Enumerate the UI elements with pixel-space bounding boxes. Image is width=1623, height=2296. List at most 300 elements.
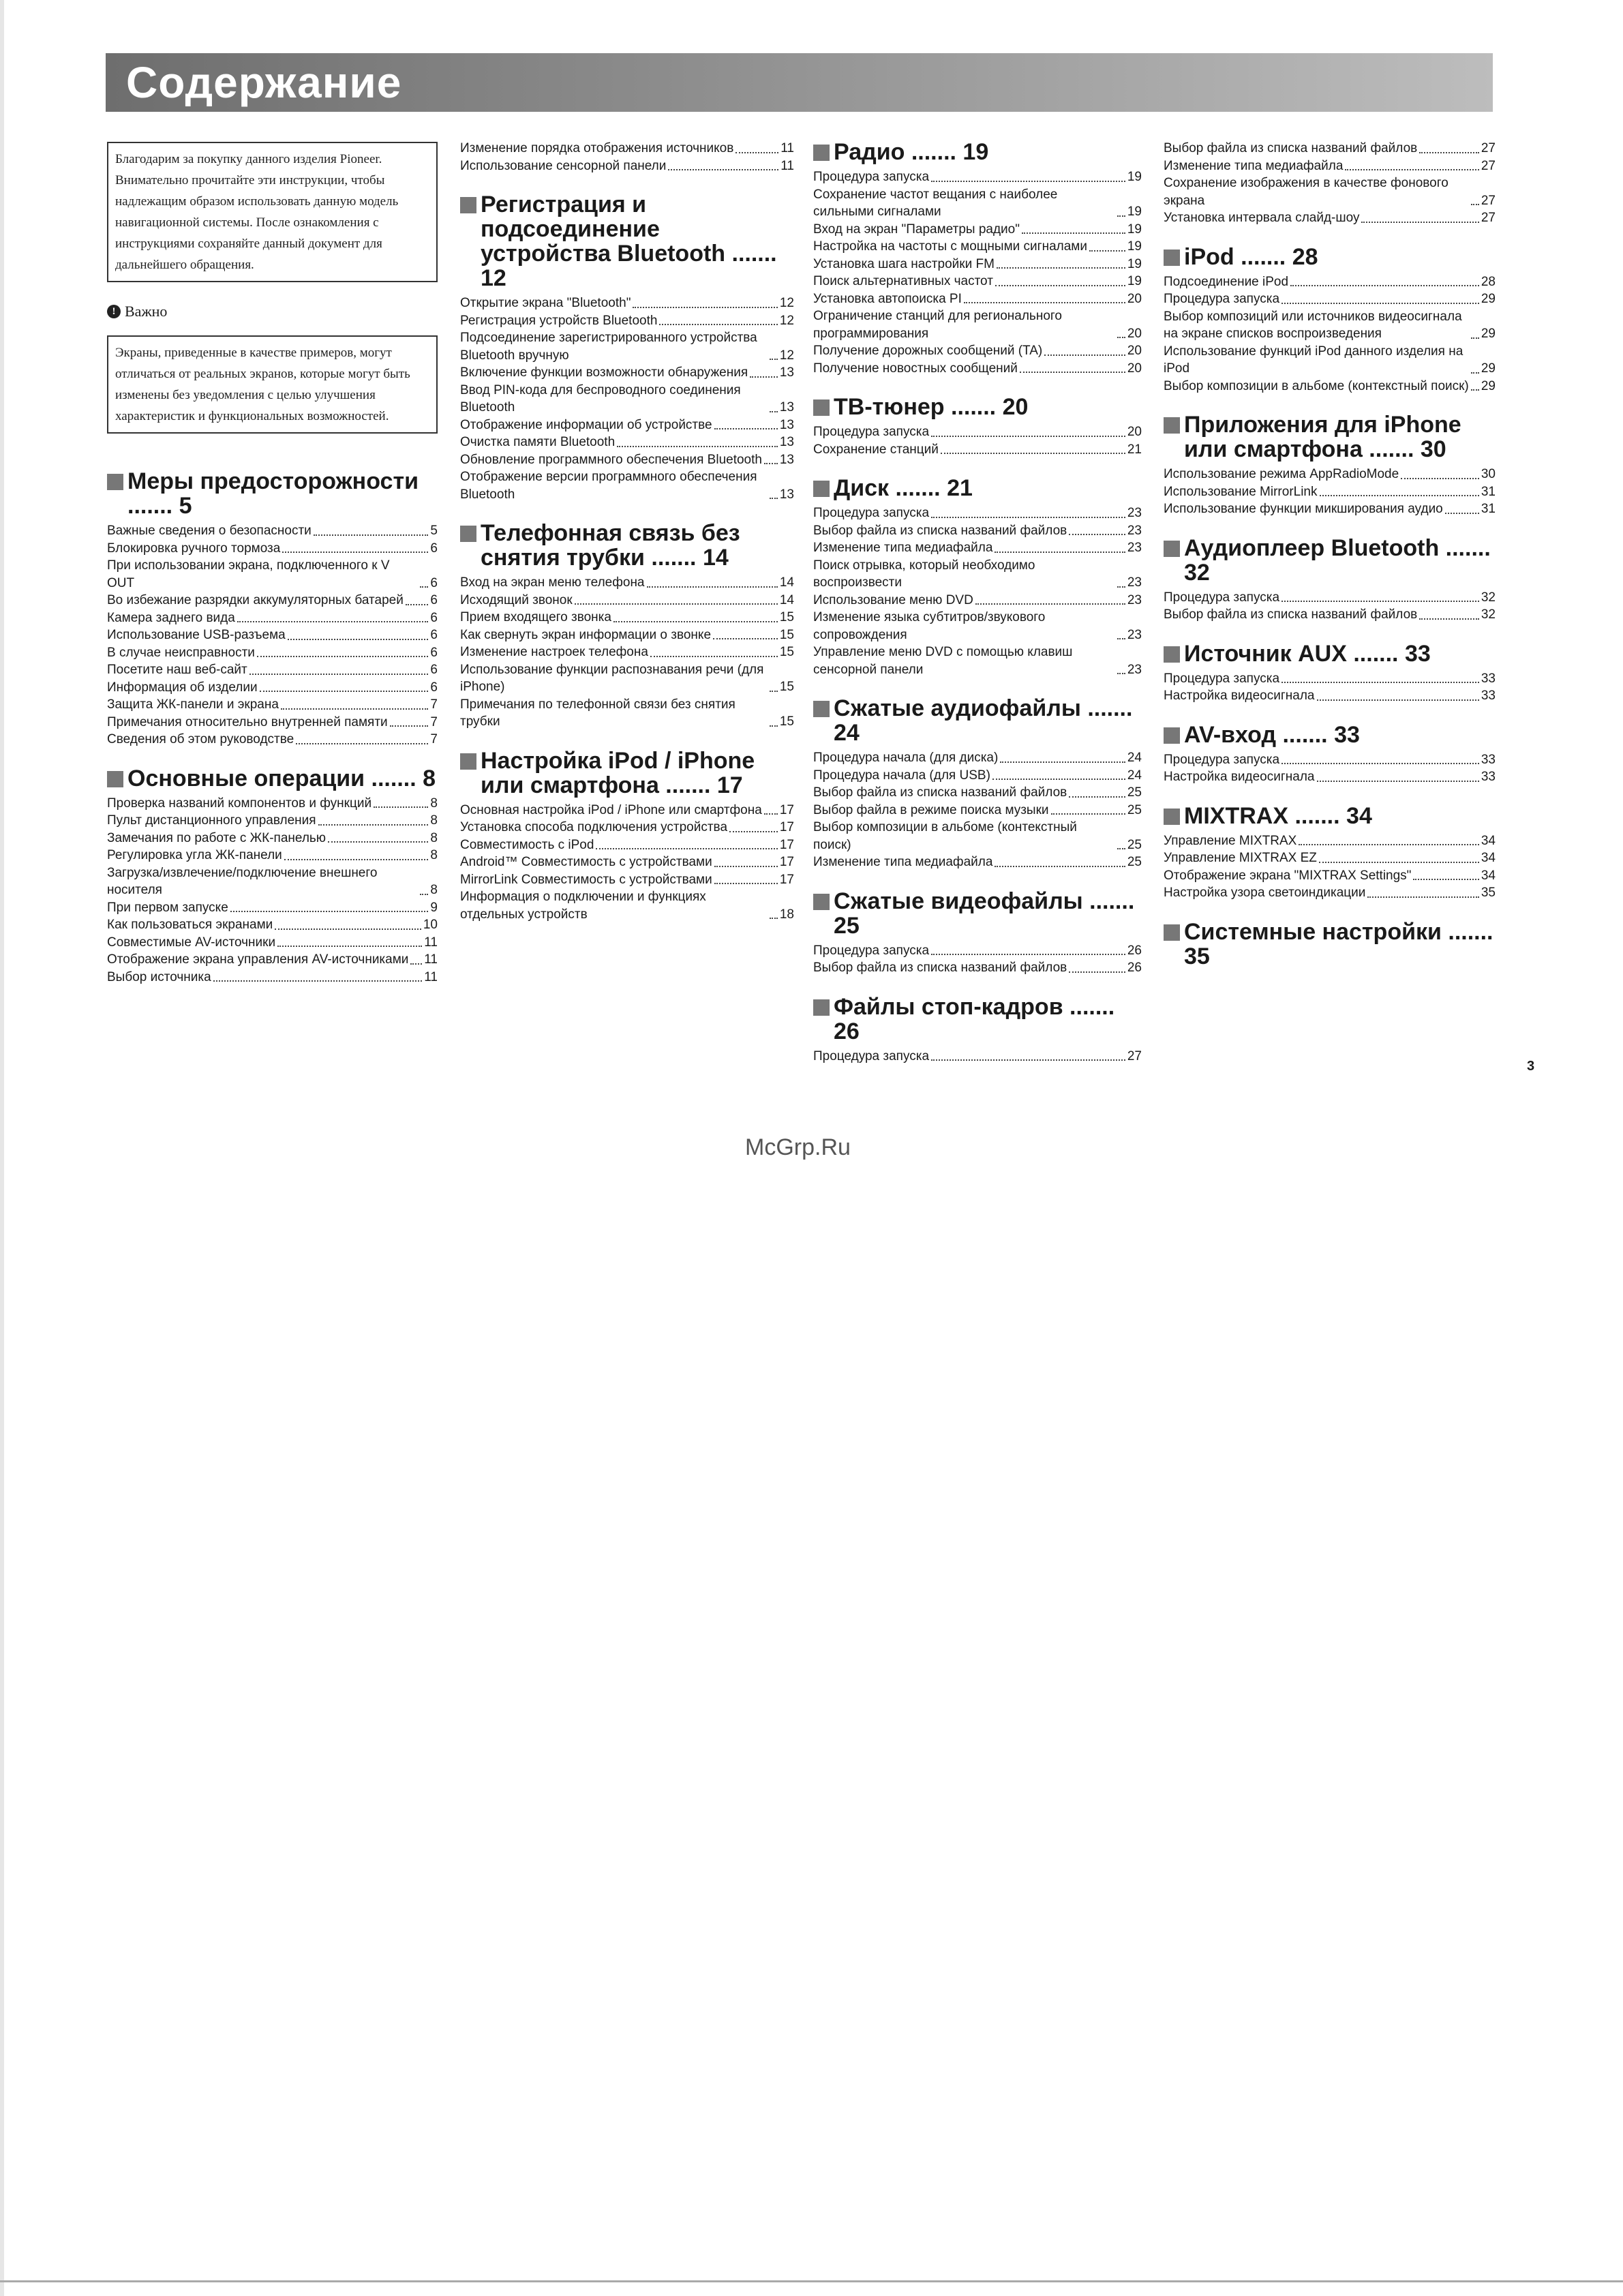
entry-leader xyxy=(713,638,778,639)
toc-entry[interactable] xyxy=(460,294,794,312)
toc-column-4 xyxy=(1164,140,1496,986)
entry-page: 24 xyxy=(1127,751,1142,765)
entry-title: Отображение версии программного обеспечения Bluetooth xyxy=(460,470,757,502)
toc-entry[interactable] xyxy=(107,557,438,592)
entry-leader xyxy=(281,708,429,710)
toc-section xyxy=(813,476,1142,678)
entry-list xyxy=(460,140,794,175)
entry-page: 8 xyxy=(430,883,438,897)
entry-leader xyxy=(1069,971,1125,973)
entry-page: 23 xyxy=(1127,662,1142,677)
toc-entry[interactable] xyxy=(107,951,438,969)
entry-page: 13 xyxy=(779,400,794,414)
toc-entry[interactable] xyxy=(813,256,1142,273)
toc-entry[interactable] xyxy=(813,854,1142,871)
section-heading[interactable] xyxy=(813,395,1142,419)
section-heading[interactable] xyxy=(813,140,1142,164)
section-heading[interactable] xyxy=(1164,723,1496,747)
toc-section xyxy=(813,696,1142,871)
entry-leader xyxy=(659,324,777,325)
toc-entry[interactable] xyxy=(813,522,1142,540)
section-heading[interactable] xyxy=(1164,920,1496,969)
section-title: Меры предосторожности xyxy=(127,468,419,494)
toc-entry[interactable] xyxy=(813,819,1142,854)
entry-title: Установка способа подключения устройства xyxy=(460,820,728,834)
toc-entry[interactable] xyxy=(460,574,794,592)
toc-entry[interactable] xyxy=(813,592,1142,609)
section-title: Регистрация и подсоединение устройства Bluetooth xyxy=(481,192,726,267)
section-title: Сжатые аудиофайлы xyxy=(834,695,1081,721)
toc-entry[interactable] xyxy=(460,871,794,889)
entry-page: 11 xyxy=(424,935,438,950)
toc-entry[interactable] xyxy=(460,329,794,364)
entry-page: 20 xyxy=(1127,326,1142,341)
entry-list xyxy=(1164,466,1496,518)
toc-entry[interactable] xyxy=(107,592,438,609)
entry-leader xyxy=(997,267,1125,269)
section-title: Диск xyxy=(834,475,890,501)
entry-page: 7 xyxy=(430,714,438,729)
entry-title: Управление MIXTRAX xyxy=(1164,833,1297,848)
entry-page: 6 xyxy=(430,541,438,556)
toc-entry[interactable] xyxy=(1164,832,1496,850)
entry-title: Использование меню DVD xyxy=(813,592,973,607)
section-title: Сжатые видеофайлы xyxy=(834,888,1083,914)
entry-leader xyxy=(275,928,421,930)
section-heading[interactable] xyxy=(813,476,1142,500)
entry-title: Включение функции возможности обнаружения xyxy=(460,365,748,380)
entry-leader xyxy=(1281,763,1479,764)
toc-entry[interactable] xyxy=(460,451,794,469)
entry-page: 13 xyxy=(779,417,794,432)
entry-title: Проверка названий компонентов и функций xyxy=(107,796,372,811)
entry-title: Выбор файла в режиме поиска музыки xyxy=(813,802,1049,817)
entry-title: Изменение настроек телефона xyxy=(460,645,648,659)
toc-section xyxy=(1164,536,1496,624)
toc-entry[interactable] xyxy=(107,626,438,644)
entry-page: 32 xyxy=(1481,590,1496,605)
toc-entry[interactable] xyxy=(107,609,438,627)
toc-entry[interactable] xyxy=(107,969,438,986)
entry-title: Использование функций iPod данного изделия на iPod xyxy=(1164,344,1463,376)
entry-leader xyxy=(420,586,428,588)
section-page: 8 xyxy=(423,765,436,791)
toc-entry[interactable] xyxy=(1164,483,1496,501)
entry-title: Настройка на частоты с мощными сигналами xyxy=(813,239,1087,254)
toc-entry[interactable] xyxy=(813,557,1142,592)
entry-page: 7 xyxy=(430,732,438,746)
entry-leader xyxy=(1117,337,1125,338)
entry-title: Сведения об этом руководстве xyxy=(107,732,294,746)
toc-entry[interactable] xyxy=(813,784,1142,802)
toc-entry[interactable] xyxy=(1164,140,1496,157)
toc-entry[interactable] xyxy=(460,468,794,503)
entry-leader xyxy=(318,824,429,826)
entry-title: Как пользоваться экранами xyxy=(107,918,273,932)
toc-entry[interactable] xyxy=(460,696,794,731)
toc-entry[interactable] xyxy=(460,644,794,661)
toc-section xyxy=(107,766,438,986)
section-bullet-icon xyxy=(813,894,830,910)
toc-entry[interactable] xyxy=(107,795,438,813)
section-dots: ....... xyxy=(1082,888,1135,914)
toc-entry[interactable] xyxy=(813,767,1142,785)
toc-section xyxy=(460,140,794,175)
entry-page: 23 xyxy=(1127,592,1142,607)
entry-page: 12 xyxy=(779,296,794,310)
entry-title: Поиск альтернативных частот xyxy=(813,274,993,288)
toc-section xyxy=(1164,412,1496,518)
toc-entry[interactable] xyxy=(107,696,438,714)
entry-leader xyxy=(931,436,1125,437)
entry-page: 12 xyxy=(779,348,794,363)
entry-page: 29 xyxy=(1481,378,1496,393)
entry-page: 5 xyxy=(430,524,438,538)
entry-page: 11 xyxy=(424,969,438,984)
entry-page: 20 xyxy=(1127,291,1142,306)
section-dots: ....... xyxy=(658,772,717,798)
toc-entry[interactable] xyxy=(1164,606,1496,624)
entry-page: 13 xyxy=(779,487,794,502)
entry-title: Вход на экран меню телефона xyxy=(460,575,645,590)
entry-page: 13 xyxy=(779,435,794,449)
section-heading[interactable] xyxy=(460,749,794,798)
toc-entry[interactable] xyxy=(813,504,1142,522)
entry-leader xyxy=(575,603,778,605)
entry-leader xyxy=(1051,813,1125,815)
toc-entry[interactable] xyxy=(107,679,438,697)
section-dots: ....... xyxy=(1080,695,1133,721)
section-title: Приложения для iPhone или смартфона xyxy=(1184,412,1461,462)
toc-entry[interactable] xyxy=(107,864,438,899)
section-dots: ....... xyxy=(725,241,777,267)
entry-title: Настройка узора светоиндикации xyxy=(1164,886,1366,900)
toc-entry[interactable] xyxy=(460,417,794,434)
important-notice: Экраны, приведенные в качестве примеров, могут отличаться от реальных экранов, которые могут быть изменены без уведомления с целью улучшения характеристик и функциональных возможностей. xyxy=(107,335,438,434)
entry-list xyxy=(813,504,1142,678)
entry-page: 20 xyxy=(1127,344,1142,358)
toc-entry[interactable] xyxy=(813,186,1142,221)
entry-leader xyxy=(770,691,778,692)
entry-title: Подсоединение iPod xyxy=(1164,274,1289,289)
section-heading[interactable] xyxy=(460,192,794,290)
section-heading[interactable] xyxy=(813,889,1142,938)
toc-entry[interactable] xyxy=(460,802,794,819)
scan-edge xyxy=(0,0,4,2296)
entry-title: Блокировка ручного тормоза xyxy=(107,541,281,556)
entry-title: Использование USB-разъема xyxy=(107,628,286,642)
entry-page: 23 xyxy=(1127,627,1142,642)
toc-section xyxy=(813,995,1142,1066)
toc-entry[interactable] xyxy=(107,714,438,731)
section-title: Аудиоплеер Bluetooth xyxy=(1184,534,1440,561)
entry-leader xyxy=(770,918,778,919)
entry-leader xyxy=(931,517,1125,518)
entry-leader xyxy=(1317,699,1479,701)
section-page: 19 xyxy=(962,139,989,165)
entry-title: Регулировка угла ЖК-панели xyxy=(107,848,282,862)
toc-entry[interactable] xyxy=(1164,378,1496,395)
entry-title: Во избежание разрядки аккумуляторных батарей xyxy=(107,593,404,607)
entry-leader xyxy=(1069,796,1125,798)
section-title: Файлы стоп-кадров xyxy=(834,993,1063,1020)
entry-page: 15 xyxy=(779,645,794,659)
entry-leader xyxy=(633,307,777,308)
toc-entry[interactable] xyxy=(813,609,1142,644)
intro-notice: Благодарим за покупку данного изделия Pioneer. Внимательно прочитайте эти инструкции, чтобы надлежащим образом использовать данную модель навигационной системы. После ознакомления с инструкциями сохраняйте данный документ для дальнейшего обращения. xyxy=(107,142,438,282)
entry-leader xyxy=(995,285,1125,286)
toc-entry[interactable] xyxy=(1164,884,1496,902)
entry-leader xyxy=(668,169,778,170)
toc-entry[interactable] xyxy=(1164,308,1496,343)
entry-page: 27 xyxy=(1481,193,1496,208)
toc-entry[interactable] xyxy=(1164,175,1496,209)
section-page: 25 xyxy=(834,912,860,939)
toc-entry[interactable] xyxy=(460,434,794,451)
entry-list xyxy=(1164,589,1496,624)
toc-entry[interactable] xyxy=(460,364,794,382)
entry-page: 20 xyxy=(1127,425,1142,439)
entry-list xyxy=(1164,670,1496,705)
toc-entry[interactable] xyxy=(1164,209,1496,227)
entry-page: 10 xyxy=(423,918,438,932)
toc-entry[interactable] xyxy=(813,221,1142,239)
toc-entry[interactable] xyxy=(813,273,1142,290)
toc-entry[interactable] xyxy=(1164,849,1496,867)
toc-entry[interactable] xyxy=(1164,466,1496,483)
entry-title: Обновление программного обеспечения Bluetooth xyxy=(460,452,762,467)
section-page: 33 xyxy=(1334,721,1360,748)
toc-entry[interactable] xyxy=(813,307,1142,342)
toc-entry[interactable] xyxy=(813,342,1142,360)
entry-page: 8 xyxy=(430,848,438,862)
section-bullet-icon xyxy=(460,753,476,770)
entry-leader xyxy=(1069,534,1125,535)
entry-page: 6 xyxy=(430,610,438,625)
section-page: 32 xyxy=(1184,559,1210,586)
toc-entry[interactable] xyxy=(813,441,1142,459)
toc-entry[interactable] xyxy=(813,644,1142,678)
entry-leader xyxy=(1317,781,1479,782)
toc-entry[interactable] xyxy=(813,168,1142,186)
toc-entry[interactable] xyxy=(107,661,438,679)
entry-title: Установка автопоиска PI xyxy=(813,291,962,306)
toc-entry[interactable] xyxy=(460,819,794,836)
entry-page: 18 xyxy=(779,907,794,922)
section-heading[interactable] xyxy=(1164,536,1496,585)
entry-title: Подсоединение зарегистрированного устройства Bluetooth вручную xyxy=(460,331,757,363)
toc-section xyxy=(813,889,1142,977)
entry-leader xyxy=(714,428,778,429)
entry-leader xyxy=(596,848,777,849)
toc-entry[interactable] xyxy=(107,540,438,558)
toc-entry[interactable] xyxy=(107,916,438,934)
toc-entry[interactable] xyxy=(1164,589,1496,607)
toc-entry[interactable] xyxy=(1164,687,1496,705)
toc-section xyxy=(1164,804,1496,902)
section-title: ТВ-тюнер xyxy=(834,394,945,420)
entry-leader xyxy=(931,181,1125,182)
entry-leader xyxy=(1044,354,1125,356)
section-bullet-icon xyxy=(1164,727,1180,744)
toc-entry[interactable] xyxy=(107,899,438,917)
toc-entry[interactable] xyxy=(460,592,794,609)
entry-leader xyxy=(257,656,429,657)
section-heading[interactable] xyxy=(107,469,438,518)
entry-page: 29 xyxy=(1481,361,1496,376)
entry-leader xyxy=(1117,673,1125,674)
entry-leader xyxy=(314,534,429,536)
entry-title: При первом запуске xyxy=(107,900,228,915)
entry-leader xyxy=(284,859,429,860)
section-heading[interactable] xyxy=(1164,804,1496,828)
toc-entry[interactable] xyxy=(460,661,794,696)
entry-leader xyxy=(714,866,778,867)
entry-title: Настройка видеосигнала xyxy=(1164,689,1315,703)
entry-leader xyxy=(1361,222,1478,223)
toc-entry[interactable] xyxy=(1164,670,1496,688)
section-title: Основные операции xyxy=(127,765,365,791)
toc-entry[interactable] xyxy=(813,942,1142,960)
toc-entry[interactable] xyxy=(460,854,794,871)
section-title: Телефонная связь без снятия трубки xyxy=(481,520,740,571)
toc-entry[interactable] xyxy=(813,238,1142,256)
entry-leader xyxy=(770,359,778,360)
entry-leader xyxy=(735,152,778,153)
toc-entry[interactable] xyxy=(1164,500,1496,518)
toc-section xyxy=(107,469,438,749)
toc-entry[interactable] xyxy=(460,626,794,644)
entry-page: 7 xyxy=(430,697,438,712)
toc-entry[interactable] xyxy=(1164,768,1496,786)
toc-entry[interactable] xyxy=(107,731,438,749)
toc-entry[interactable] xyxy=(460,836,794,854)
toc-entry[interactable] xyxy=(813,290,1142,308)
entry-page: 25 xyxy=(1127,837,1142,852)
section-dots: ....... xyxy=(365,765,423,791)
section-heading[interactable] xyxy=(1164,641,1496,666)
toc-entry[interactable] xyxy=(1164,343,1496,378)
entry-title: Настройка видеосигнала xyxy=(1164,770,1315,784)
toc-entry[interactable] xyxy=(107,830,438,847)
entry-title: Важные сведения о безопасности xyxy=(107,524,312,538)
entry-leader xyxy=(750,376,778,378)
entry-title: Процедура запуска xyxy=(1164,590,1280,605)
toc-entry[interactable] xyxy=(460,888,794,923)
entry-title: Совместимые AV-источники xyxy=(107,935,276,950)
section-heading[interactable] xyxy=(1164,412,1496,462)
toc-entry[interactable] xyxy=(1164,157,1496,175)
entry-page: 15 xyxy=(779,627,794,642)
section-page: 20 xyxy=(1002,394,1029,420)
entry-title: Камера заднего вида xyxy=(107,610,235,625)
page-title: Содержание xyxy=(126,58,402,107)
entry-leader xyxy=(1471,372,1479,374)
toc-entry[interactable] xyxy=(1164,290,1496,308)
toc-entry[interactable] xyxy=(813,1048,1142,1066)
entry-leader xyxy=(1000,761,1125,763)
entry-leader xyxy=(613,621,778,622)
toc-entry[interactable] xyxy=(1164,867,1496,885)
section-heading[interactable] xyxy=(813,995,1142,1044)
entry-leader xyxy=(296,743,428,744)
entry-title: В случае неисправности xyxy=(107,645,255,660)
toc-entry[interactable] xyxy=(460,312,794,330)
toc-entry[interactable] xyxy=(107,934,438,952)
section-dots: ....... xyxy=(1234,243,1292,270)
toc-entry[interactable] xyxy=(1164,751,1496,769)
section-heading[interactable] xyxy=(107,766,438,791)
toc-entry[interactable] xyxy=(813,423,1142,441)
entry-leader xyxy=(390,725,429,727)
toc-entry[interactable] xyxy=(107,847,438,864)
toc-entry[interactable] xyxy=(1164,273,1496,291)
entry-title: Выбор файла из списка названий файлов xyxy=(1164,607,1418,622)
toc-section xyxy=(813,395,1142,458)
entry-page: 8 xyxy=(430,796,438,811)
section-page: 26 xyxy=(834,1018,860,1044)
entry-title: Изменение типа медиафайла xyxy=(813,541,993,555)
entry-leader xyxy=(992,779,1125,780)
toc-section xyxy=(813,140,1142,377)
section-heading[interactable] xyxy=(813,696,1142,745)
toc-entry[interactable] xyxy=(813,539,1142,557)
entry-title: Как свернуть экран информации о звонке xyxy=(460,627,712,642)
entry-leader xyxy=(1117,215,1125,217)
toc-entry[interactable] xyxy=(813,802,1142,819)
section-bullet-icon xyxy=(1164,646,1180,663)
toc-entry[interactable] xyxy=(107,812,438,830)
toc-entry[interactable] xyxy=(107,644,438,662)
entry-page: 11 xyxy=(424,952,438,967)
entry-page: 19 xyxy=(1127,274,1142,288)
toc-section xyxy=(1164,920,1496,969)
toc-entry[interactable] xyxy=(460,382,794,417)
toc-section xyxy=(460,749,794,924)
section-page: 12 xyxy=(481,265,506,291)
entry-leader xyxy=(1320,495,1479,496)
toc-entry[interactable] xyxy=(460,609,794,626)
toc-entry[interactable] xyxy=(107,522,438,540)
section-heading[interactable] xyxy=(460,521,794,570)
important-label: Важно xyxy=(125,303,168,320)
entry-title: Установка интервала слайд-шоу xyxy=(1164,211,1360,225)
toc-entry[interactable] xyxy=(460,157,794,175)
toc-entry[interactable] xyxy=(813,959,1142,977)
entry-title: Пульт дистанционного управления xyxy=(107,813,316,828)
entry-leader xyxy=(1367,896,1478,898)
entry-title: Сохранение изображения в качестве фонового экрана xyxy=(1164,176,1448,208)
section-dots: ....... xyxy=(644,545,703,571)
section-heading[interactable] xyxy=(1164,245,1496,269)
entry-leader xyxy=(406,604,429,605)
entry-title: Основная настройка iPod / iPhone или смартфона xyxy=(460,802,762,817)
toc-entry[interactable] xyxy=(460,140,794,157)
toc-entry[interactable] xyxy=(813,360,1142,378)
section-bullet-icon xyxy=(107,474,123,490)
entry-leader xyxy=(420,894,428,895)
entry-leader xyxy=(1319,862,1479,863)
entry-leader xyxy=(975,603,1125,605)
toc-entry[interactable] xyxy=(813,749,1142,767)
entry-leader xyxy=(249,674,429,675)
entry-list xyxy=(460,574,794,731)
entry-page: 8 xyxy=(430,813,438,828)
entry-title: Управление меню DVD с помощью клавиш сенсорной панели xyxy=(813,645,1073,677)
entry-leader xyxy=(374,806,428,808)
toc-section xyxy=(460,521,794,731)
entry-page: 15 xyxy=(779,680,794,694)
